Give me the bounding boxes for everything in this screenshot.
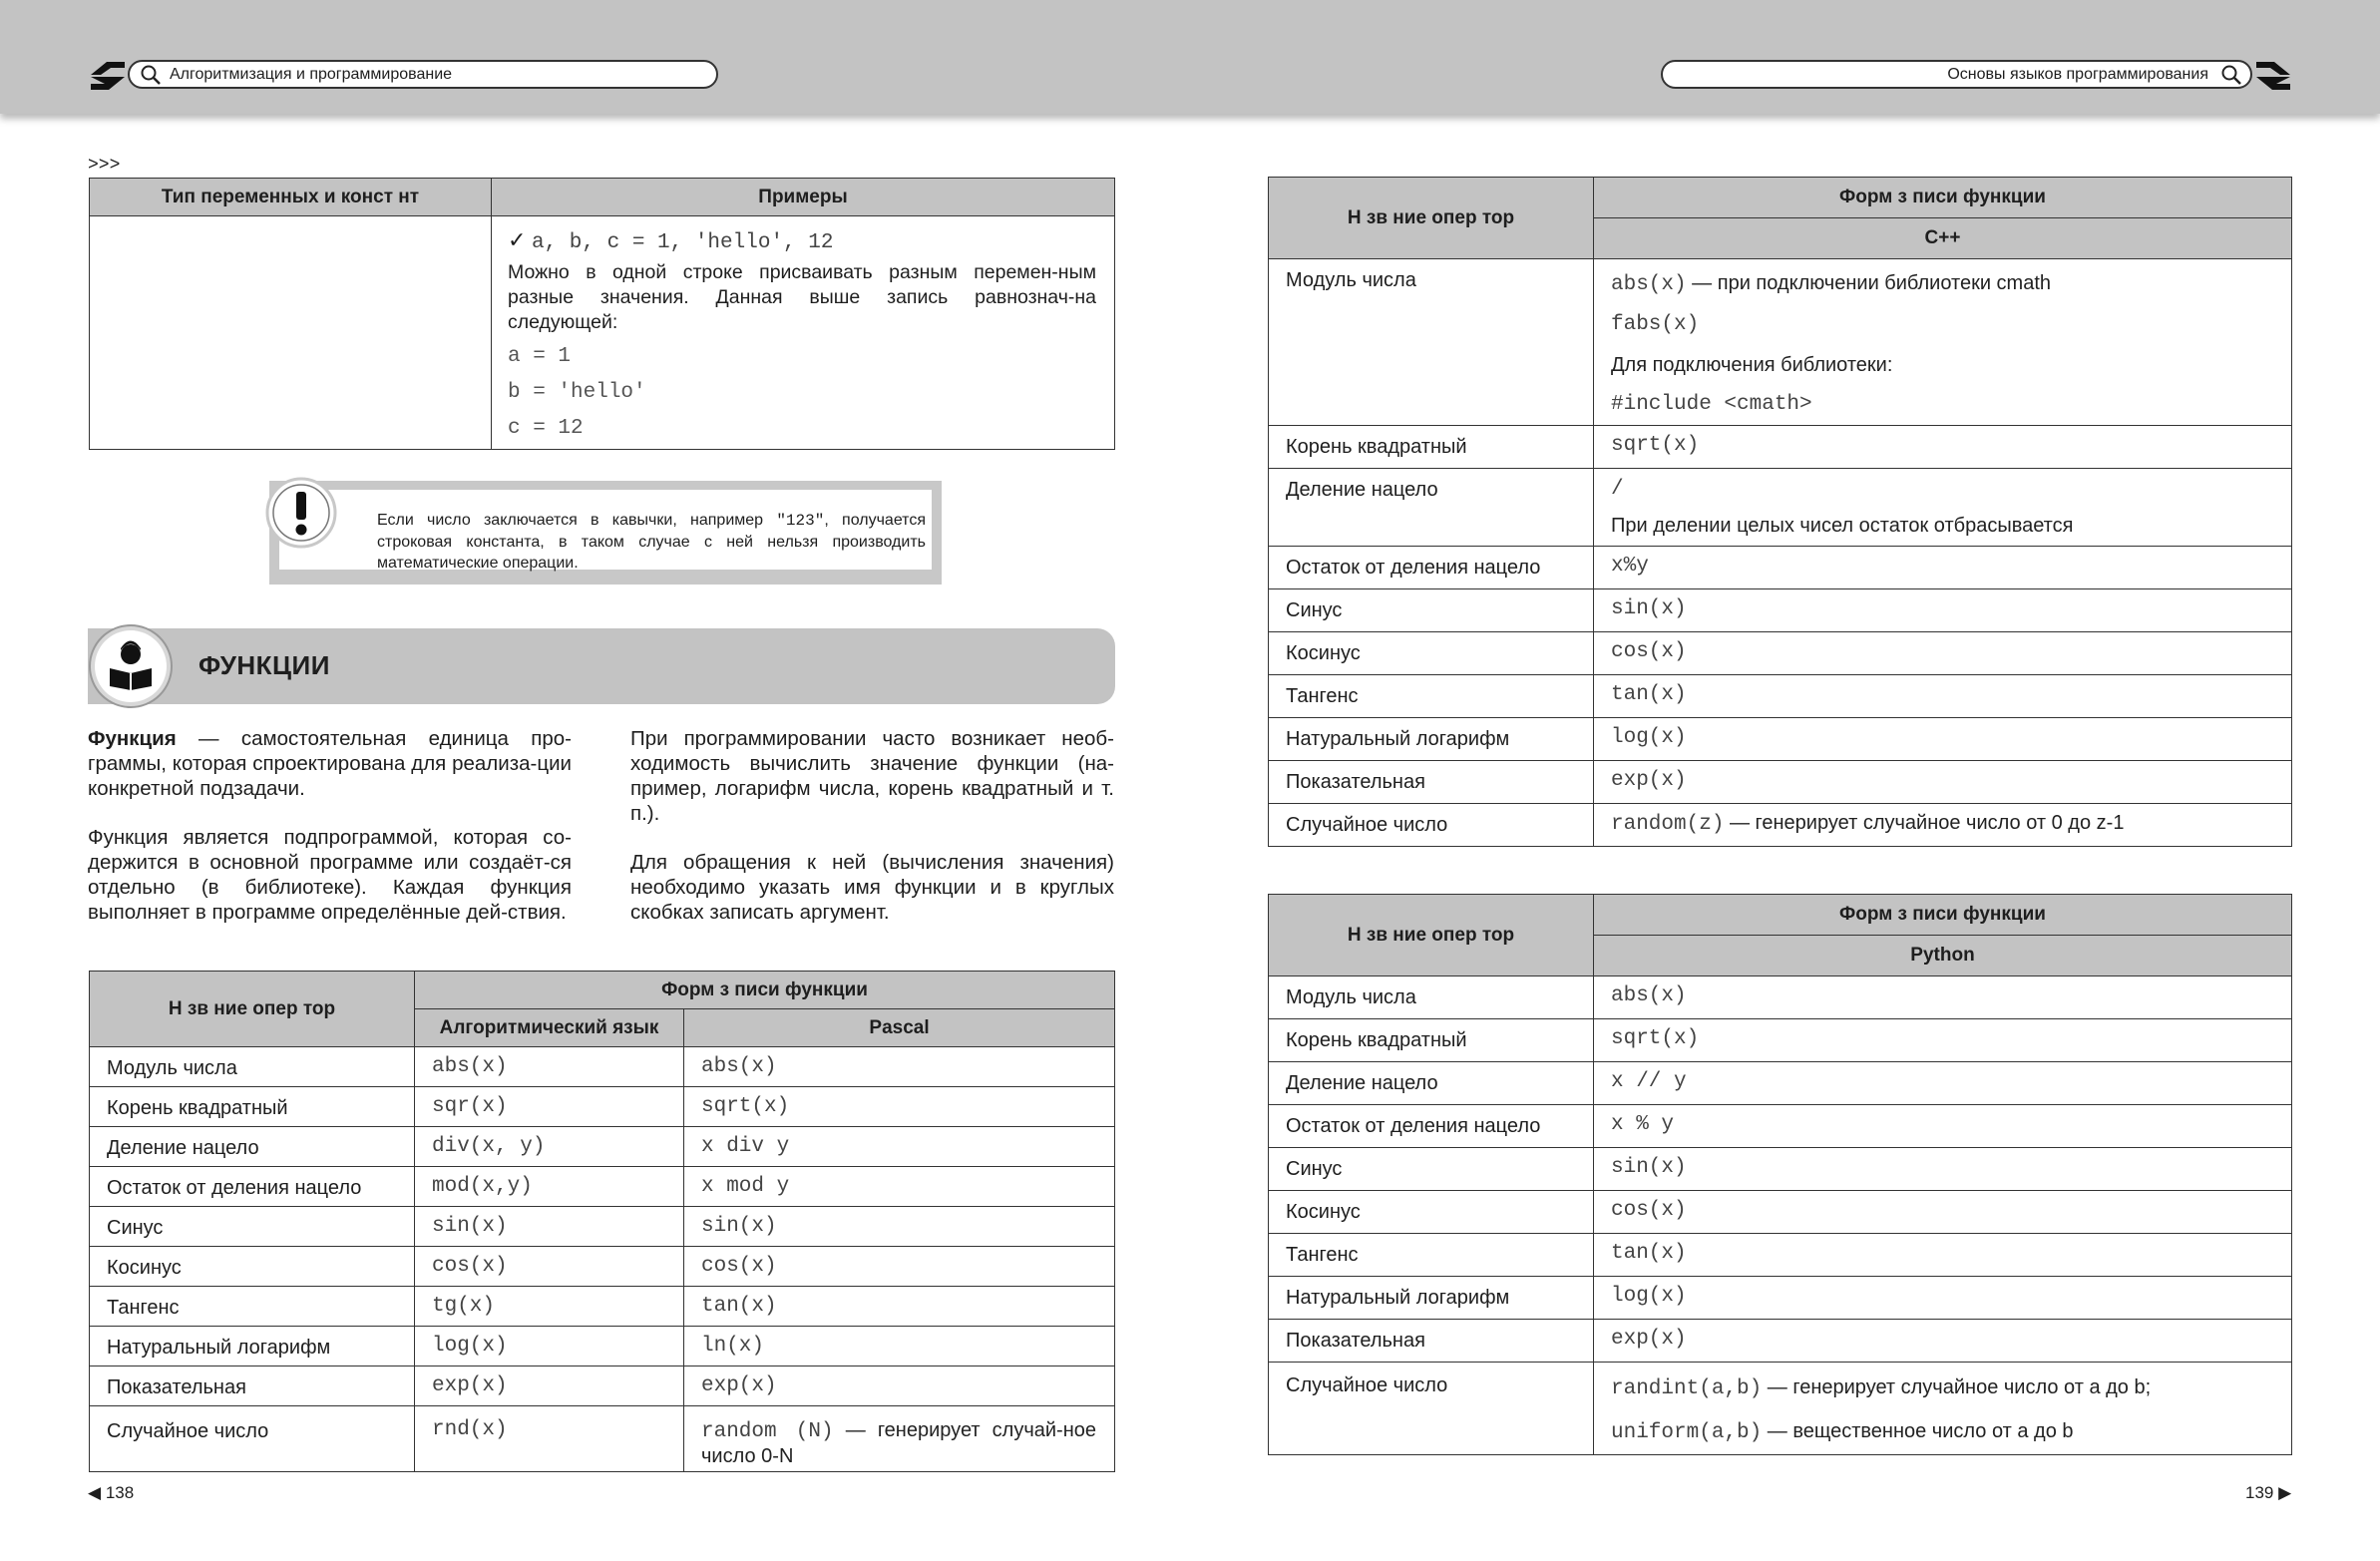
- col-header-operator: Н зв ние опер тор: [1269, 895, 1594, 976]
- table-row: Синус sin(x) sin(x): [90, 1207, 1115, 1247]
- col-header-type: Тип переменных и конст нт: [90, 179, 492, 216]
- col-header-operator: Н зв ние опер тор: [1269, 178, 1594, 259]
- examples-description: Можно в одной строке присваивать разным перемен-ным разные значения. Данная выше запись равнознач-на следующей:: [508, 261, 1096, 333]
- paragraph-need: При программировании часто возникает необ-ходимость вычислить значение функции (на-пример, логарифм числа, корень квадратный и т. п.).: [630, 727, 1114, 825]
- table-row: Тангенс tg(x) tan(x): [90, 1287, 1115, 1327]
- col-header-form: Форм з писи функции: [415, 972, 1115, 1009]
- section-title: ФУНКЦИИ: [198, 650, 330, 680]
- header-search-right[interactable]: [1661, 60, 2252, 89]
- col-header-pascal: Pascal: [684, 1009, 1115, 1047]
- code-line: b = 'hello': [508, 381, 646, 404]
- table-row: Деление нацело div(x, y) x div y: [90, 1127, 1115, 1167]
- col-header-form: Форм з писи функции: [1594, 895, 2292, 936]
- table-row: Корень квадратный sqrt(x): [1269, 1019, 2292, 1062]
- page-number-right: 139 ▶: [2245, 1483, 2292, 1502]
- search-icon: [2220, 64, 2242, 86]
- check-icon: ✓: [508, 227, 527, 252]
- search-icon: [140, 64, 162, 86]
- code-line: c = 12: [508, 417, 584, 440]
- col-header-algo: Алгоритмический язык: [415, 1009, 684, 1047]
- table-row: Случайное число randint(a,b) — генерирует случайное число от a до b; uniform(a,b) — вещественное число от a до b: [1269, 1363, 2292, 1455]
- col-header-operator: Н зв ние опер тор: [90, 972, 415, 1047]
- exclamation-icon: [265, 477, 337, 549]
- warning-callout: [269, 481, 942, 585]
- table-row: Модуль числа abs(x) — при подключении библиотеки cmath fabs(x) Для подключения библиотеки: #include <cmath>: [1269, 259, 2292, 426]
- types-cell: [90, 216, 492, 450]
- col-header-examples: Примеры: [492, 179, 1115, 216]
- table-row: Натуральный логарифм log(x) ln(x): [90, 1327, 1115, 1366]
- header-right-title: Основы языков программирования: [1947, 66, 2208, 83]
- paragraph-call: Для обращения к ней (вычисления значения) необходимо указать имя функции и в круглых скобках записать аргумент.: [630, 851, 1114, 924]
- section-banner: [88, 628, 1115, 704]
- table-row: Косинус cos(x): [1269, 1191, 2292, 1234]
- table-row: Деление нацело x // y: [1269, 1062, 2292, 1105]
- table-row: Остаток от деления нацело x % y: [1269, 1105, 2292, 1148]
- col-header-python: Python: [1594, 936, 2292, 976]
- col-header-cpp: C++: [1594, 218, 2292, 259]
- table-row: Показательная exp(x): [1269, 1320, 2292, 1363]
- random-pascal-cell: random (N) — генерирует случай-ное число 0-N: [684, 1406, 1115, 1472]
- table-row: Корень квадратный sqr(x) sqrt(x): [90, 1087, 1115, 1127]
- paragraph-subprogram: Функция является подпрограммой, которая со-держится в основной программе или создаёт-ся отдельно (в библиотеке). Каждая функция выполняет в программе определённые дей-ствия.: [88, 826, 572, 924]
- book-logo-icon: [2256, 58, 2290, 94]
- table-row: Тангенс tan(x): [1269, 1234, 2292, 1277]
- header-search-left[interactable]: [128, 60, 718, 89]
- examples-cell: [492, 216, 1115, 450]
- header-left-title: Алгоритмизация и программирование: [170, 66, 453, 83]
- triangle-right-icon: ▶: [2278, 1483, 2292, 1502]
- table-row: Натуральный логарифм log(x): [1269, 718, 2292, 761]
- callout-text: Если число заключается в кавычки, например "123", получается строковая константа, в таком случае с ней нельзя производить математические операции.: [377, 512, 926, 572]
- table-row: Модуль числа abs(x) abs(x): [90, 1047, 1115, 1087]
- table-row: Остаток от деления нацело mod(x,y) x mod y: [90, 1167, 1115, 1207]
- table-row: Случайное число rnd(x) random (N) — генерирует случай-ное число 0-N: [90, 1406, 1115, 1472]
- functions-table-pascal: [89, 971, 1115, 1472]
- table-row: Тангенс tan(x): [1269, 675, 2292, 718]
- page-header: [0, 0, 2380, 114]
- functions-table-cpp: [1268, 177, 2292, 847]
- triangle-left-icon: ◀: [88, 1483, 102, 1502]
- multi-assign-code: a, b, c = 1, 'hello', 12: [532, 231, 834, 254]
- table-row: Показательная exp(x) exp(x): [90, 1366, 1115, 1406]
- reader-icon: [88, 623, 174, 709]
- variables-table: [89, 178, 1115, 450]
- table-row: Синус sin(x): [1269, 1148, 2292, 1191]
- page-number-left: ◀ 138: [88, 1483, 135, 1502]
- table-row: Деление нацело / При делении целых чисел остаток отбрасывается: [1269, 469, 2292, 547]
- table-row: Модуль числа abs(x): [1269, 976, 2292, 1019]
- book-logo-icon: [91, 58, 125, 94]
- table-row: Показательная exp(x): [1269, 761, 2292, 804]
- code-line: a = 1: [508, 345, 572, 368]
- paragraph-definition: Функция — самостоятельная единица про-граммы, которая спроектирована для реализа-ции конкретной подзадачи.: [88, 727, 572, 800]
- table-row: Корень квадратный sqrt(x): [1269, 426, 2292, 469]
- functions-table-python: [1268, 894, 2292, 1455]
- table-row: Натуральный логарифм log(x): [1269, 1277, 2292, 1320]
- console-prompt: >>>: [88, 156, 121, 176]
- col-header-form: Форм з писи функции: [1594, 178, 2292, 218]
- table-row: Остаток от деления нацело x%y: [1269, 547, 2292, 589]
- table-row: Косинус cos(x): [1269, 632, 2292, 675]
- table-row: Косинус cos(x) cos(x): [90, 1247, 1115, 1287]
- table-row: Случайное число random(z) — генерирует случайное число от 0 до z-1: [1269, 804, 2292, 847]
- table-row: Синус sin(x): [1269, 589, 2292, 632]
